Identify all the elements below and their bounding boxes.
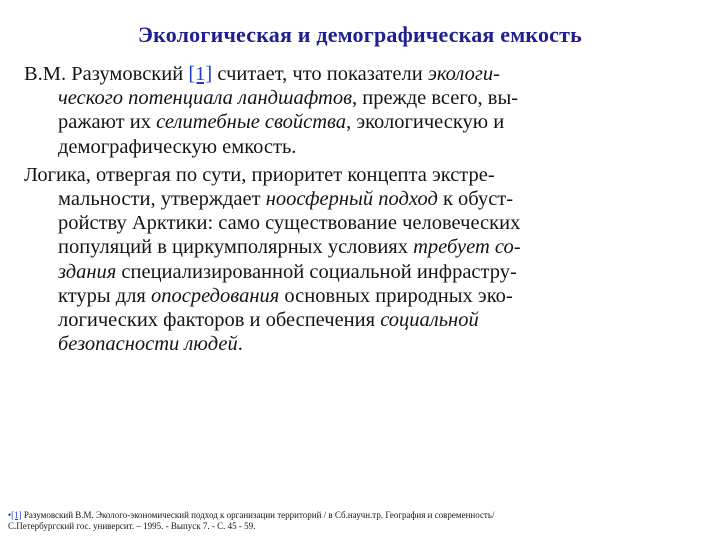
emphasis-text: ческого потенциала ландшафтов: [58, 87, 352, 110]
footnote-text: Разумовский В.М. Эколого-экономический подход к организации территорий / в Сб.научн.тр. География и современность/: [21, 509, 495, 520]
footnote-line: [8, 510, 708, 521]
emphasis-text: ноосферный подход: [265, 187, 438, 210]
reference-link[interactable]: [1]: [188, 63, 213, 85]
emphasis-text: безопасности людей: [58, 333, 238, 356]
emphasis-text: экологи-: [427, 63, 500, 85]
text-line: ктуры для опосредования основных природных эко-: [58, 284, 513, 307]
text-line: безопасности людей.: [58, 333, 243, 356]
text-line: ражают их селитебные свойства, экологическую и: [58, 111, 505, 134]
emphasis-text: требует со-: [413, 236, 521, 259]
emphasis-text: социальной: [380, 308, 479, 331]
emphasis-text: здания: [58, 260, 117, 283]
emphasis-text: опосредования: [151, 284, 280, 307]
footnote-line: [8, 521, 708, 532]
text-line: здания специализированной социальной инфрастру-: [58, 260, 517, 283]
text-line: популяций в циркумполярных условиях требует со-: [58, 236, 521, 259]
footnote: [8, 510, 708, 533]
text-line: Логика, отвергая по сути, приоритет концепта экстре-: [24, 163, 495, 186]
paragraph-logika: [24, 163, 700, 357]
page-title: Экологическая и демографическая емкость: [138, 22, 582, 47]
text-line: мальности, утверждает ноосферный подход к обуст-: [58, 187, 514, 210]
paragraph-razumovsky: [24, 62, 700, 159]
bullet-icon: •: [8, 509, 12, 520]
text-line: ройству Арктики: само существование человеческих: [58, 212, 521, 235]
footnote-reference-link[interactable]: [1]: [11, 509, 22, 520]
text-line: ческого потенциала ландшафтов, прежде всего, вы-: [58, 87, 519, 110]
text-line: демографическую емкость.: [58, 135, 297, 158]
slide-body: [24, 62, 700, 358]
text-line: логических факторов и обеспечения социальной: [58, 308, 479, 331]
footnote-text: С.Петербургский гос. университ. – 1995. - Выпуск 7. - С. 45 - 59.: [8, 520, 256, 531]
text-line: В.М. Разумовский [1] считает, что показатели экологи-: [24, 63, 500, 85]
emphasis-text: селитебные свойства: [156, 111, 347, 134]
